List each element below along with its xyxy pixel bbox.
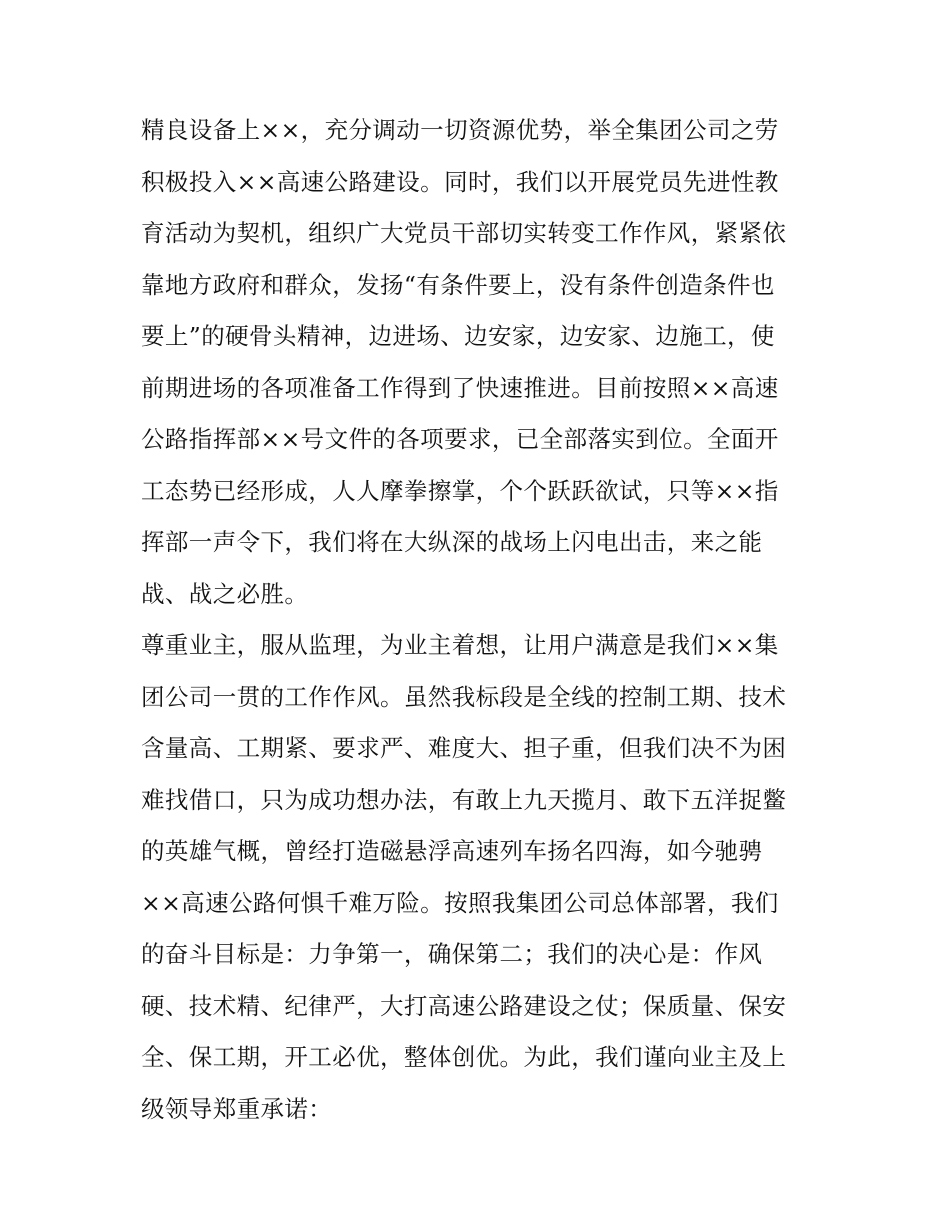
text-line-9: 挥部一声令下，我们将在大纵深的战场上闪电出击，来之能: [141, 528, 763, 556]
text-line-19: 全、保工期，开工必优，整体创优。为此，我们谨向业主及上: [141, 1043, 787, 1071]
text-line-13: 含量高、工期紧、要求严、难度大、担子重，但我们决不为困: [141, 734, 787, 762]
document-body: [141, 105, 821, 1135]
text-line-2: 积极投入××高速公路建设。同时，我们以开展党员先进性教: [141, 167, 779, 196]
text-line-4: 靠地方政府和群众，发扬“有条件要上，没有条件创造条件也: [141, 270, 775, 299]
text-line-14: 难找借口，只为成功想办法，有敢上九天揽月、敢下五洋捉鳖: [141, 785, 787, 814]
text-line-8: 工态势已经形成，人人摩拳擦掌，个个跃跃欲试，只等××指: [141, 476, 779, 505]
text-line-10: 战、战之必胜。: [141, 579, 309, 608]
text-line-16: ××高速公路何惧千难万险。按照我集团公司总体部署，我们: [141, 888, 779, 917]
text-line-17: 的奋斗目标是：力争第一，确保第二；我们的决心是：作风: [141, 940, 763, 968]
text-line-6: 前期进场的各项准备工作得到了快速推进。目前按照××高速: [141, 373, 779, 402]
text-line-7: 公路指挥部××号文件的各项要求，已全部落实到位。全面开: [141, 425, 779, 453]
text-line-1: 精良设备上××，充分调动一切资源优势，举全集团公司之劳: [141, 116, 779, 144]
text-line-11: 尊重业主，服从监理，为业主着想，让用户满意是我们××集: [141, 631, 779, 659]
text-line-18: 硬、技术精、纪律严，大打高速公路建设之仗；保质量、保安: [141, 991, 787, 1020]
text-line-5: 要上”的硬骨头精神，边进场、边安家，边安家、边施工，使: [141, 322, 775, 350]
text-line-20: 级领导郑重承诺：: [141, 1094, 333, 1123]
text-line-3: 育活动为契机，组织广大党员干部切实转变工作作风，紧紧依: [141, 219, 787, 247]
text-line-12: 团公司一贯的工作作风。虽然我标段是全线的控制工期、技术: [141, 682, 787, 711]
text-line-15: 的英雄气概，曾经打造磁悬浮高速列车扬名四海，如今驰骋: [141, 837, 763, 865]
